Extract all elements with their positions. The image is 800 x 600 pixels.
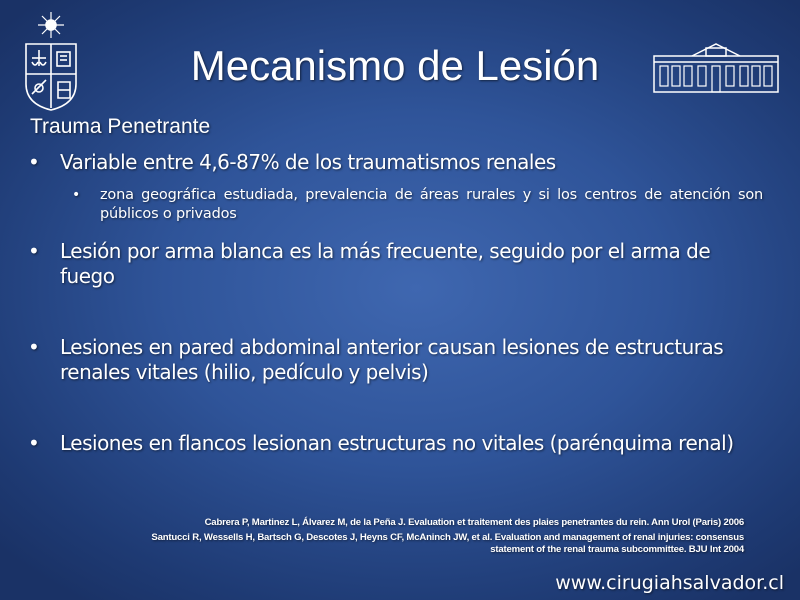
reference-line: Cabrera P, Martinez L, Álvarez M, de la Peña J. Evaluation et traitement des plaies penetrantes du rein. Ann Urol (Paris) 2006: [204, 517, 744, 528]
reference-line: Santucci R, Wessells H, Bartsch G, Descotes J, Heyns CF, McAninch JW, et al. Evaluation and management of renal injuries: consensus: [151, 532, 744, 543]
bullet-text: Variable entre 4,6-87% de los traumatismos renales: [60, 150, 556, 174]
bullet-item: [28, 239, 765, 289]
bullet-text: Lesión por arma blanca es la más frecuente, seguido por el arma de fuego: [60, 239, 711, 288]
sub-bullet-marker: •: [72, 187, 81, 203]
bullet-text: Lesiones en flancos lesionan estructuras no vitales (parénquima renal): [60, 431, 734, 455]
bullet-item: [28, 431, 765, 456]
website-url: www.cirugiahsalvador.cl: [555, 572, 784, 594]
bullet-marker: •: [28, 335, 40, 359]
bullet-item: [28, 335, 765, 385]
bullet-marker: •: [28, 431, 40, 455]
bullet-marker: •: [28, 239, 40, 263]
reference-line: statement of the renal trauma subcommittee. BJU Int 2004: [490, 544, 744, 555]
sub-bullet-text: zona geográfica estudiada, prevalencia de áreas rurales y si los centros de atención son públicos o privados: [100, 187, 763, 222]
bullet-marker: •: [28, 150, 40, 174]
sub-bullet-item: [72, 186, 763, 224]
bullet-item: [28, 150, 765, 175]
slide-title: Mecanismo de Lesión: [190, 42, 600, 89]
slide-subtitle: Trauma Penetrante: [30, 115, 211, 138]
bullet-text: Lesiones en pared abdominal anterior causan lesiones de estructuras renales vitales (hilio, pedículo y pelvis): [60, 335, 724, 384]
